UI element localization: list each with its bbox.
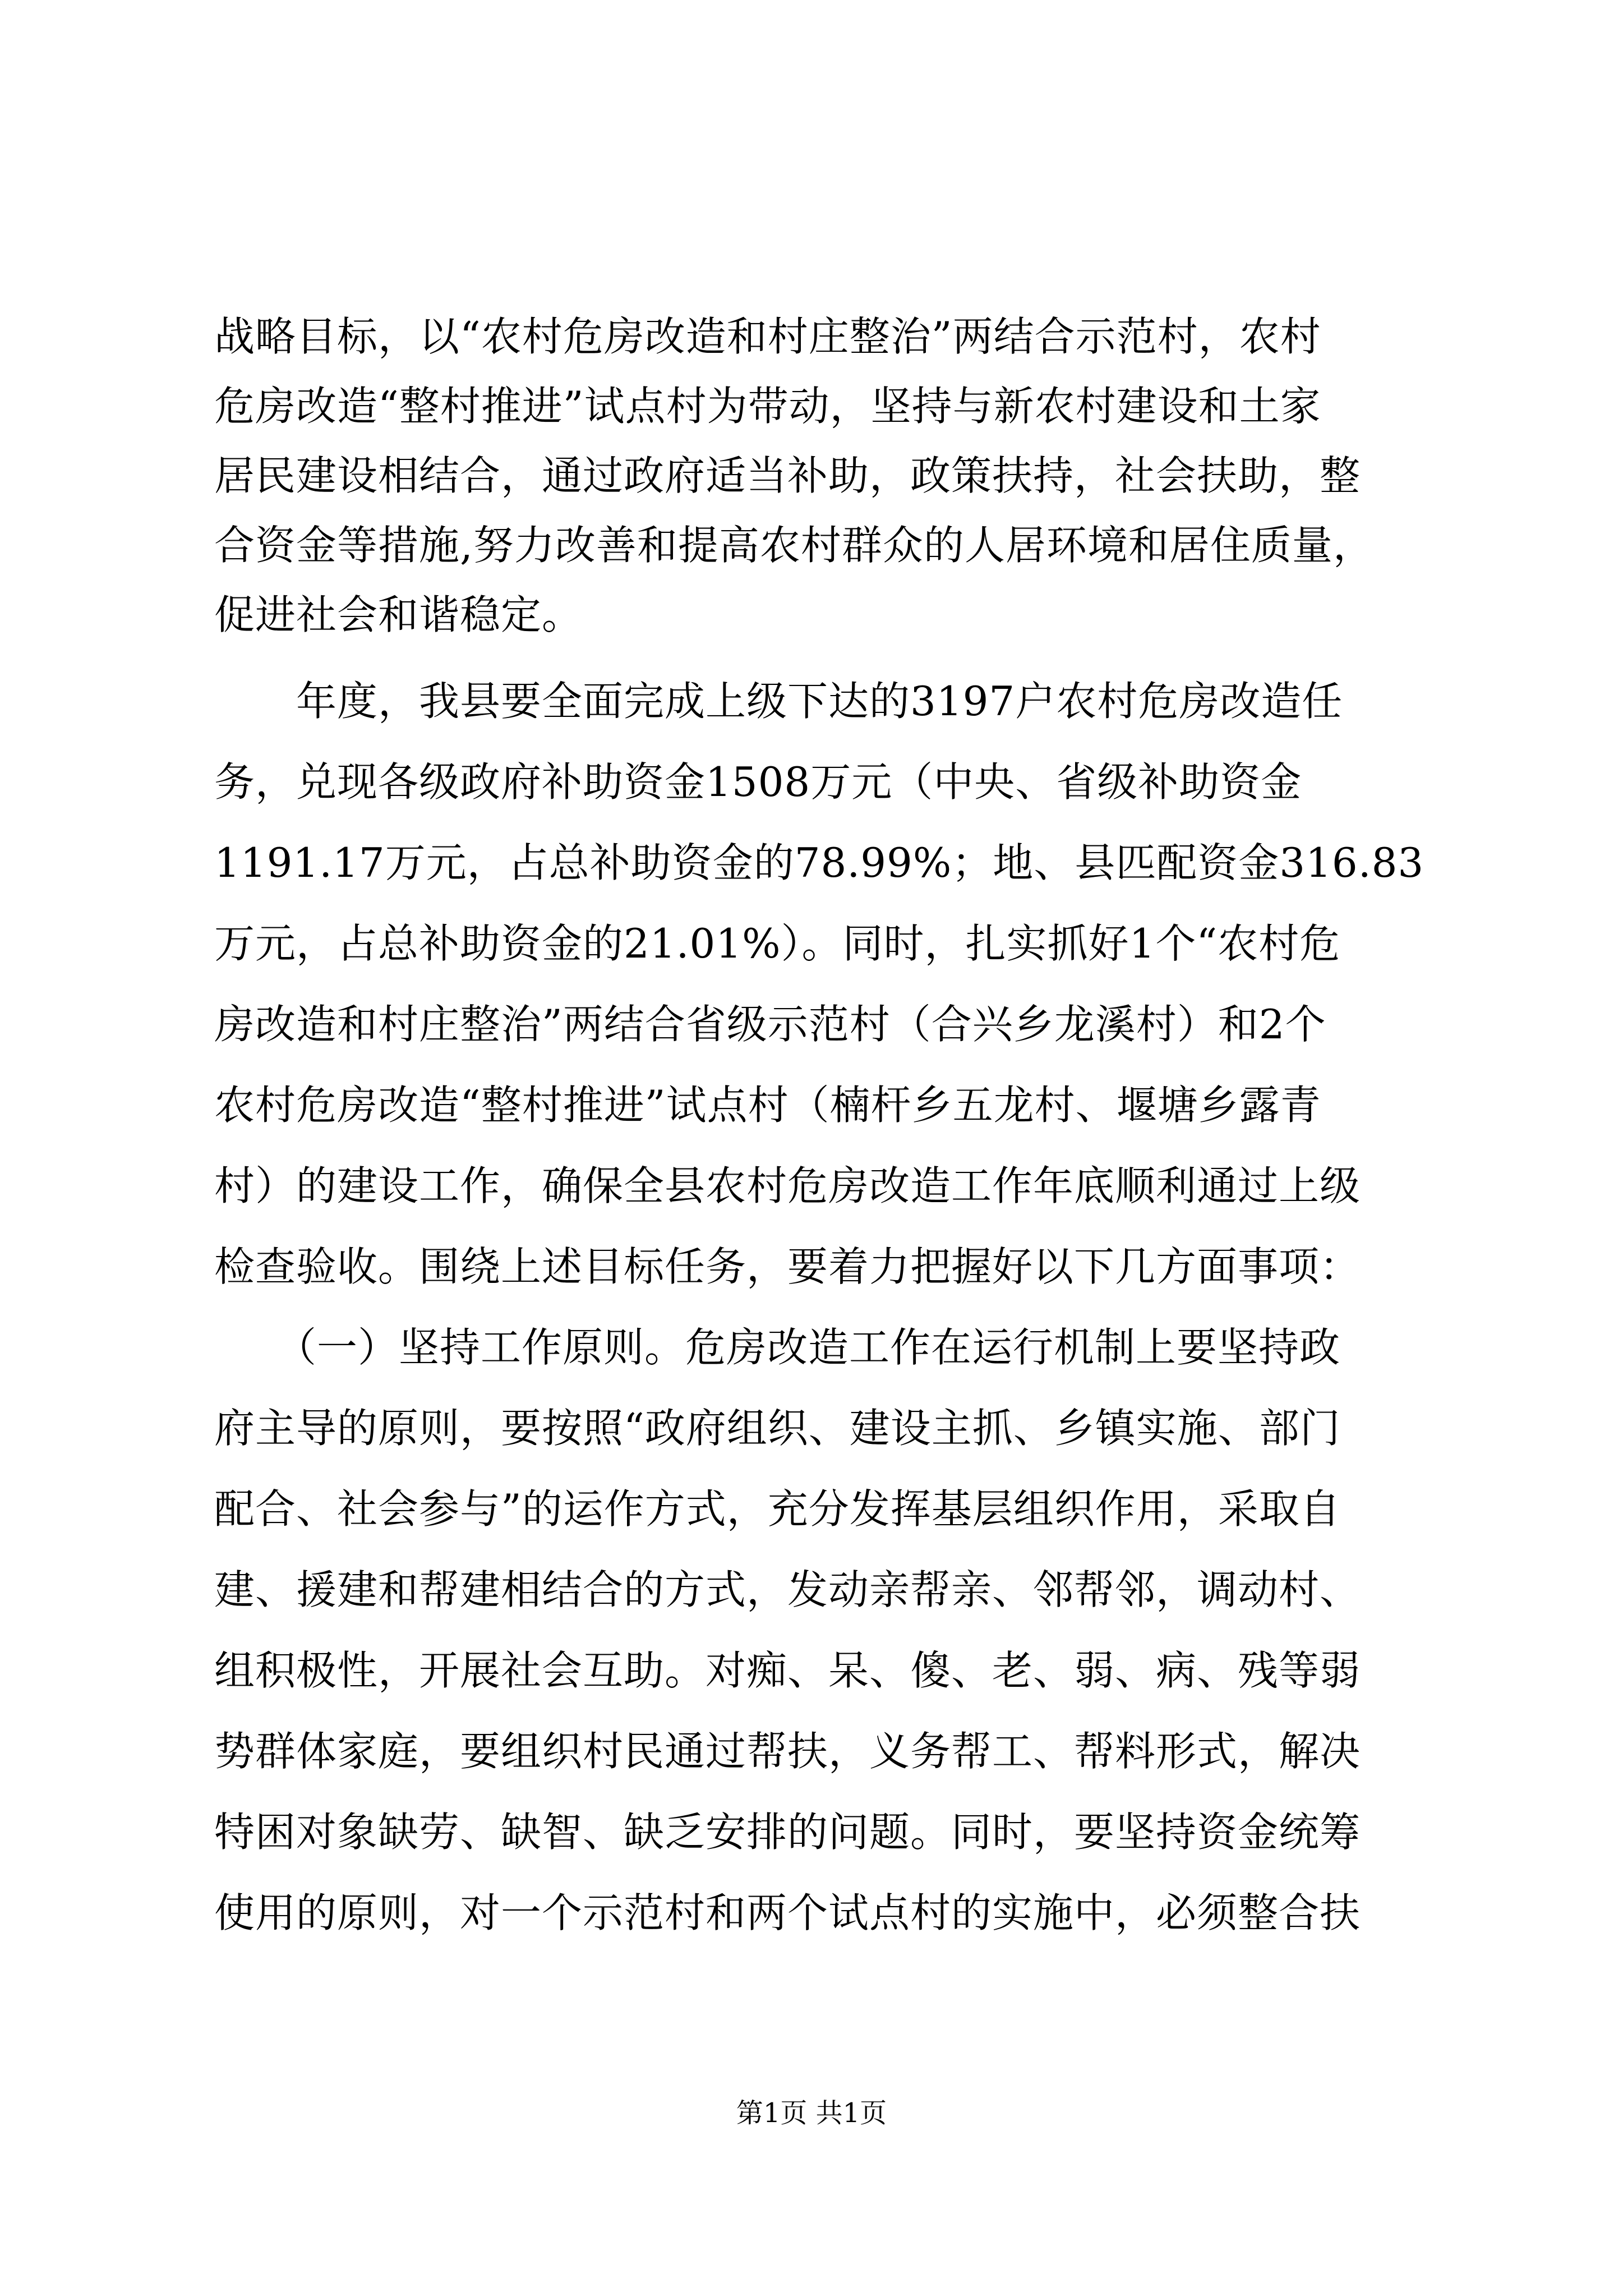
text-line: 使用的原则，对一个示范村和两个试点村的实施中，必须整合扶 — [214, 1889, 1361, 1936]
page-footer: 第1页 共1页 — [736, 2097, 887, 2129]
text-line: 危房改造“整村推进”试点村为带动，坚持与新农村建设和土家 — [214, 383, 1321, 430]
text-line: 年度，我县要全面完成上级下达的3197户农村危房改造任 — [214, 678, 1343, 725]
text-line: 合资金等措施,努力改善和提高农村群众的人居环境和居住质量， — [214, 522, 1374, 569]
text-line: 势群体家庭，要组织村民通过帮扶，义务帮工、帮料形式，解决 — [214, 1728, 1361, 1775]
text-line: 组积极性，开展社会互助。对痴、呆、傻、老、弱、病、残等弱 — [214, 1647, 1361, 1694]
text-line: 促进社会和谐稳定。 — [214, 591, 583, 638]
text-line: 村）的建设工作，确保全县农村危房改造工作年底顺利通过上级 — [214, 1162, 1361, 1209]
text-line: 房改造和村庄整治”两结合省级示范村（合兴乡龙溪村）和2个 — [214, 1001, 1326, 1048]
text-line: 战略目标，以“农村危房改造和村庄整治”两结合示范村，农村 — [214, 313, 1321, 360]
text-line: 府主导的原则，要按照“政府组织、建设主抓、乡镇实施、部门 — [214, 1405, 1341, 1452]
text-line: 特困对象缺劳、缺智、缺乏安排的问题。同时，要坚持资金统筹 — [214, 1809, 1361, 1856]
text-line: 农村危房改造“整村推进”试点村（楠杆乡五龙村、堰塘乡露青 — [214, 1082, 1321, 1129]
text-line: 1191.17万元，占总补助资金的78.99%；地、县匹配资金316.83 — [214, 839, 1424, 886]
text-line: 配合、社会参与”的运作方式，充分发挥基层组织作用，采取自 — [214, 1485, 1341, 1533]
text-line: 万元，占总补助资金的21.01%）。同时，扎实抓好1个“农村危 — [214, 920, 1341, 967]
text-line: 建、援建和帮建相结合的方式，发动亲帮亲、邻帮邻，调动村、 — [214, 1566, 1361, 1613]
text-line: 居民建设相结合，通过政府适当补助，政策扶持，社会扶助，整 — [214, 452, 1361, 499]
text-line: 务，兑现各级政府补助资金1508万元（中央、省级补助资金 — [214, 758, 1302, 806]
text-line: （一）坚持工作原则。危房改造工作在运行机制上要坚持政 — [214, 1324, 1341, 1371]
text-line: 检查验收。围绕上述目标任务，要着力把握好以下几方面事项： — [214, 1243, 1361, 1290]
